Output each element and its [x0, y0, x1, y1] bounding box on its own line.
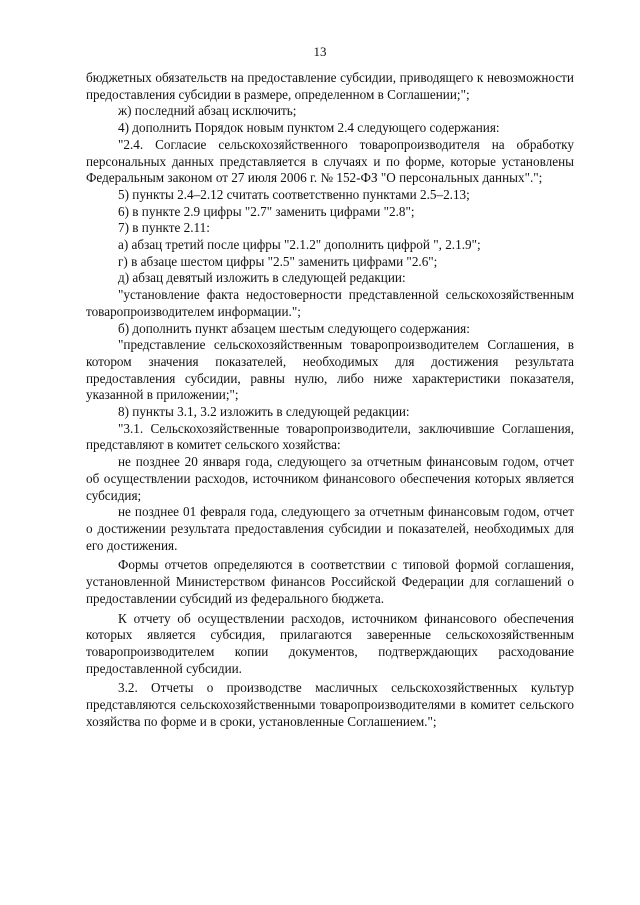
paragraph-item-7: 7) в пункте 2.11:: [118, 220, 210, 236]
paragraph-deadline-february: не позднее 01 февраля года, следующего за отчетным финансовым годом, отчет о достижении результата предоставления субсидии и показателей, необходимых для его достижения.: [86, 504, 574, 553]
paragraph-item-6: 6) в пункте 2.9 цифры "2.7" заменить цифрами "2.8";: [118, 203, 415, 219]
paragraph-clause-3-2: 3.2. Отчеты о производстве масличных сельскохозяйственных культур представляются сельскохозяйственными товаропроизводителями в комитет сельского хозяйства по форме и в сроки, установленные Соглашением.";: [86, 680, 574, 729]
paragraph-item-zh: ж) последний абзац исключить;: [118, 103, 297, 119]
paragraph-continuation: бюджетных обязательств на предоставление субсидии, приводящего к невозможности предоставления субсидии в размере, определенном в Соглашении;";: [86, 70, 574, 102]
paragraph-quote-fact: "установление факта недостоверности представленной сельскохозяйственным товаропроизводителем информации.";: [86, 287, 574, 319]
paragraph-deadline-january: не позднее 20 января года, следующего за отчетным финансовым годом, отчет об осуществлении расходов, источником финансового обеспечения которых является субсидия;: [86, 454, 574, 503]
paragraph-clause-3-1: "3.1. Сельскохозяйственные товаропроизводители, заключившие Соглашения, представляют в комитет сельского хозяйства:: [86, 420, 574, 453]
paragraph-item-4: 4) дополнить Порядок новым пунктом 2.4 следующего содержания:: [118, 120, 500, 136]
document-body: [86, 70, 574, 730]
paragraph-item-7-a: а) абзац третий после цифры "2.1.2" дополнить цифрой ", 2.1.9";: [118, 237, 481, 253]
paragraph-item-5: 5) пункты 2.4–2.12 считать соответственно пунктами 2.5–2.13;: [118, 186, 470, 202]
paragraph-item-7-d: д) абзац девятый изложить в следующей редакции:: [118, 270, 406, 286]
paragraph-report-attachments: К отчету об осуществлении расходов, источником финансового обеспечения которых является субсидия, прилагаются заверенные сельскохозяйственным товаропроизводителем копии документов, подтверждающих расходование предоставленной субсидии.: [86, 610, 574, 676]
paragraph-item-b: б) дополнить пункт абзацем шестым следующего содержания:: [118, 320, 470, 336]
paragraph-quote-submission: "представление сельскохозяйственным товаропроизводителем Соглашения, в котором значения показателей, необходимых для достижения результата предоставления субсидии, равны нулю, либо ниже характеристики показателя, указанной в приложении;";: [86, 337, 574, 403]
paragraph-report-forms: Формы отчетов определяются в соответствии с типовой формой соглашения, установленной Министерством финансов Российской Федерации для соглашений о предоставлении субсидий из федерального бюджета.: [86, 557, 574, 606]
paragraph-item-7-g: г) в абзаце шестом цифры "2.5" заменить цифрами "2.6";: [118, 253, 438, 269]
paragraph-item-8: 8) пункты 3.1, 3.2 изложить в следующей редакции:: [118, 404, 410, 420]
page-number: 13: [313, 44, 327, 59]
paragraph-clause-2-4: "2.4. Согласие сельскохозяйственного товаропроизводителя на обработку персональных данных представляется в случаях и по форме, которые установлены Федеральным законом от 27 июля 2006 г. № 152-ФЗ "О персональных данных".";: [86, 136, 574, 186]
